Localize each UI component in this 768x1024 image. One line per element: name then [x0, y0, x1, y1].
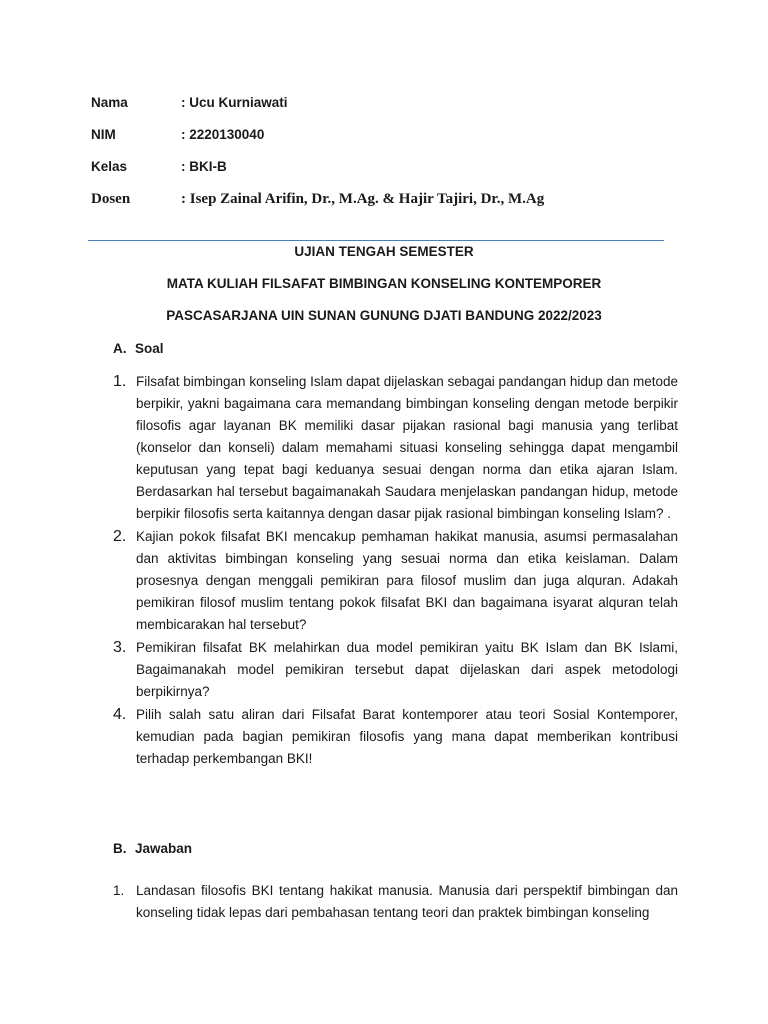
section-a-heading [113, 339, 164, 359]
section-b-heading [113, 839, 192, 859]
identity-row-dosen [91, 188, 691, 220]
question-number: 4. [113, 706, 127, 723]
exam-title: UJIAN TENGAH SEMESTER [294, 244, 474, 259]
question-number: 2. [113, 528, 127, 545]
answer-list [113, 880, 678, 925]
question-item [113, 637, 678, 703]
question-number: 1. [113, 373, 127, 390]
identity-row-nim [91, 124, 691, 156]
question-text: Kajian pokok filsafat BKI mencakup pemhaman hakikat manusia, asumsi permasalahan dan aktivitas bimbingan konseling yang sesuai norma dan etika keislaman. Dalam prosesnya dengan menggali pemikiran para filosof muslim dan juga alquran. Adakah pemikiran filosof muslim tentang pokok filsafat BKI dan bagaimana isyarat alquran telah membicarakan hal tersebut? [136, 529, 678, 632]
identity-block [91, 92, 691, 220]
question-list [113, 371, 678, 771]
institution-title: PASCASARJANA UIN SUNAN GUNUNG DJATI BANDUNG 2022/2023 [166, 308, 602, 323]
nim-value: : 2220130040 [181, 127, 265, 142]
section-b-letter: B. [113, 841, 127, 856]
question-text: Pilih salah satu aliran dari Filsafat Barat kontemporer atau teori Sosial Kontemporer, kemudian pada bagian pemikiran filosofis yang mana dapat memberikan kontribusi terhadap perkembangan BKI! [136, 707, 678, 766]
nama-label: Nama [91, 95, 128, 110]
dosen-value: : Isep Zainal Arifin, Dr., M.Ag. & Hajir Tajiri, Dr., M.Ag [181, 191, 545, 207]
answer-number: 1. [113, 883, 125, 898]
answer-item [113, 880, 678, 924]
question-text: Pemikiran filsafat BK melahirkan dua model pemikiran yaitu BK Islam dan BK Islami, Bagaimanakah model pemikiran tersebut dapat dijelaskan dari aspek metodologi berpikirnya? [136, 640, 678, 699]
kelas-value: : BKI-B [181, 159, 227, 174]
section-a-title: Soal [135, 341, 164, 356]
kelas-label: Kelas [91, 159, 128, 174]
question-item [113, 704, 678, 770]
course-title: MATA KULIAH FILSAFAT BIMBINGAN KONSELING KONTEMPORER [166, 276, 602, 291]
nama-value: : Ucu Kurniawati [181, 95, 288, 110]
question-item [113, 526, 678, 636]
identity-row-nama [91, 92, 691, 124]
question-item [113, 371, 678, 525]
question-text: Filsafat bimbingan konseling Islam dapat dijelaskan sebagai pandangan hidup dan metode berpikir, yakni bagaimana cara memandang bimbingan konseling dengan metode berpikir filosofis agar layanan BK memiliki dasar pijakan rasional bagi manusia yang terlibat (konselor dan konseli) dalam memahami situasi konseling sehingga dapat mengambil keputusan yang tepat bagi keduanya sesuai dengan norma dan etika ajaran Islam. Berdasarkan hal tersebut bagaimanakah Saudara menjelaskan pandangan hidup, metode berpikir filosofis serta kaitannya dengan dasar pijak rasional bimbingan konseling Islam? . [136, 374, 678, 521]
dosen-label: Dosen [91, 191, 131, 207]
section-a-letter: A. [113, 341, 127, 356]
horizontal-divider [88, 240, 664, 241]
answer-text: Landasan filosofis BKI tentang hakikat manusia. Manusia dari perspektif bimbingan dan konseling tidak lepas dari pembahasan tentang teori dan praktek bimbingan konseling [136, 883, 678, 920]
nim-label: NIM [91, 127, 116, 142]
identity-row-kelas [91, 156, 691, 188]
question-number: 3. [113, 639, 127, 656]
section-b-title: Jawaban [135, 841, 193, 856]
